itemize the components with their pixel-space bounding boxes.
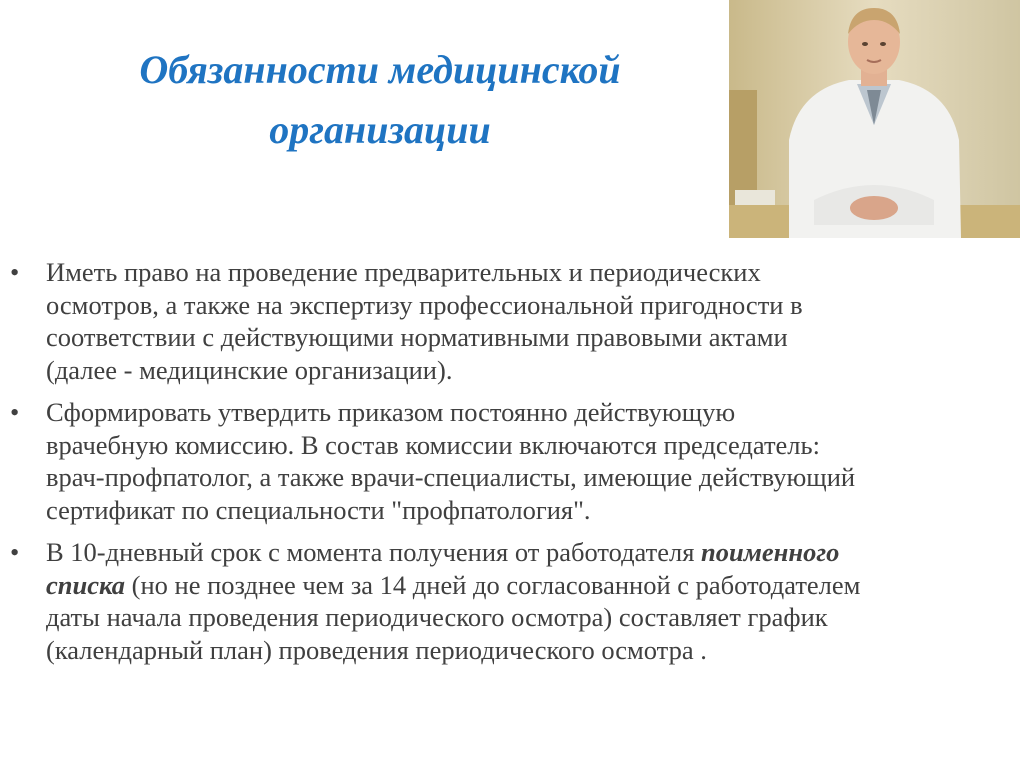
bullet-2-line-3: врач-профпатолог, а также врачи-специалисты, имеющие действующий xyxy=(46,462,856,492)
doctor-portrait-icon xyxy=(729,0,1020,238)
list-item xyxy=(10,536,1010,666)
list-item xyxy=(10,396,1010,526)
bullet-3-line-2 xyxy=(46,569,1010,602)
bullet-3-text-b: (но не позднее чем за 14 дней до согласованной с работодателем xyxy=(125,569,861,600)
list-item xyxy=(10,256,1010,386)
bullet-2-line-4: сертификат по специальности "профпатология". xyxy=(46,494,591,525)
bullet-1-line-3: соответствии с действующими нормативными правовыми актами xyxy=(46,322,788,352)
slide-title-line-1: Обязанности медицинской xyxy=(139,47,621,92)
bullet-1-line-4: (далее - медицинские организации). xyxy=(46,354,453,385)
bullet-icon: • xyxy=(10,397,20,427)
bullet-icon: • xyxy=(10,537,20,567)
bullet-3-line-1 xyxy=(46,536,1010,569)
slide-title xyxy=(40,40,720,160)
bullet-icon: • xyxy=(10,257,20,287)
bullet-2-line-1: Сформировать утвердить приказом постоянно действующую xyxy=(46,397,736,427)
slide-title-line-2: организации xyxy=(269,107,491,152)
bullet-3-line-4: (календарный план) проведения периодического осмотра . xyxy=(46,634,707,665)
doctor-photo xyxy=(729,0,1020,238)
bullet-1-line-1: Иметь право на проведение предварительных и периодических xyxy=(46,257,761,287)
bullet-3-text-a: В 10-дневный срок с момента получения от работодателя xyxy=(46,537,702,567)
bullet-3-emphasis-b: списка xyxy=(46,569,126,600)
bullet-1-line-2: осмотров, а также на экспертизу профессиональной пригодности в xyxy=(46,289,803,320)
bullet-3-emphasis-a: поименного xyxy=(701,537,840,567)
bullet-3-line-3: даты начала проведения периодического осмотра) составляет график xyxy=(46,602,828,632)
bullet-list xyxy=(10,256,1010,676)
bullet-2-line-2: врачебную комиссию. В состав комиссии включаются председатель: xyxy=(46,429,820,460)
